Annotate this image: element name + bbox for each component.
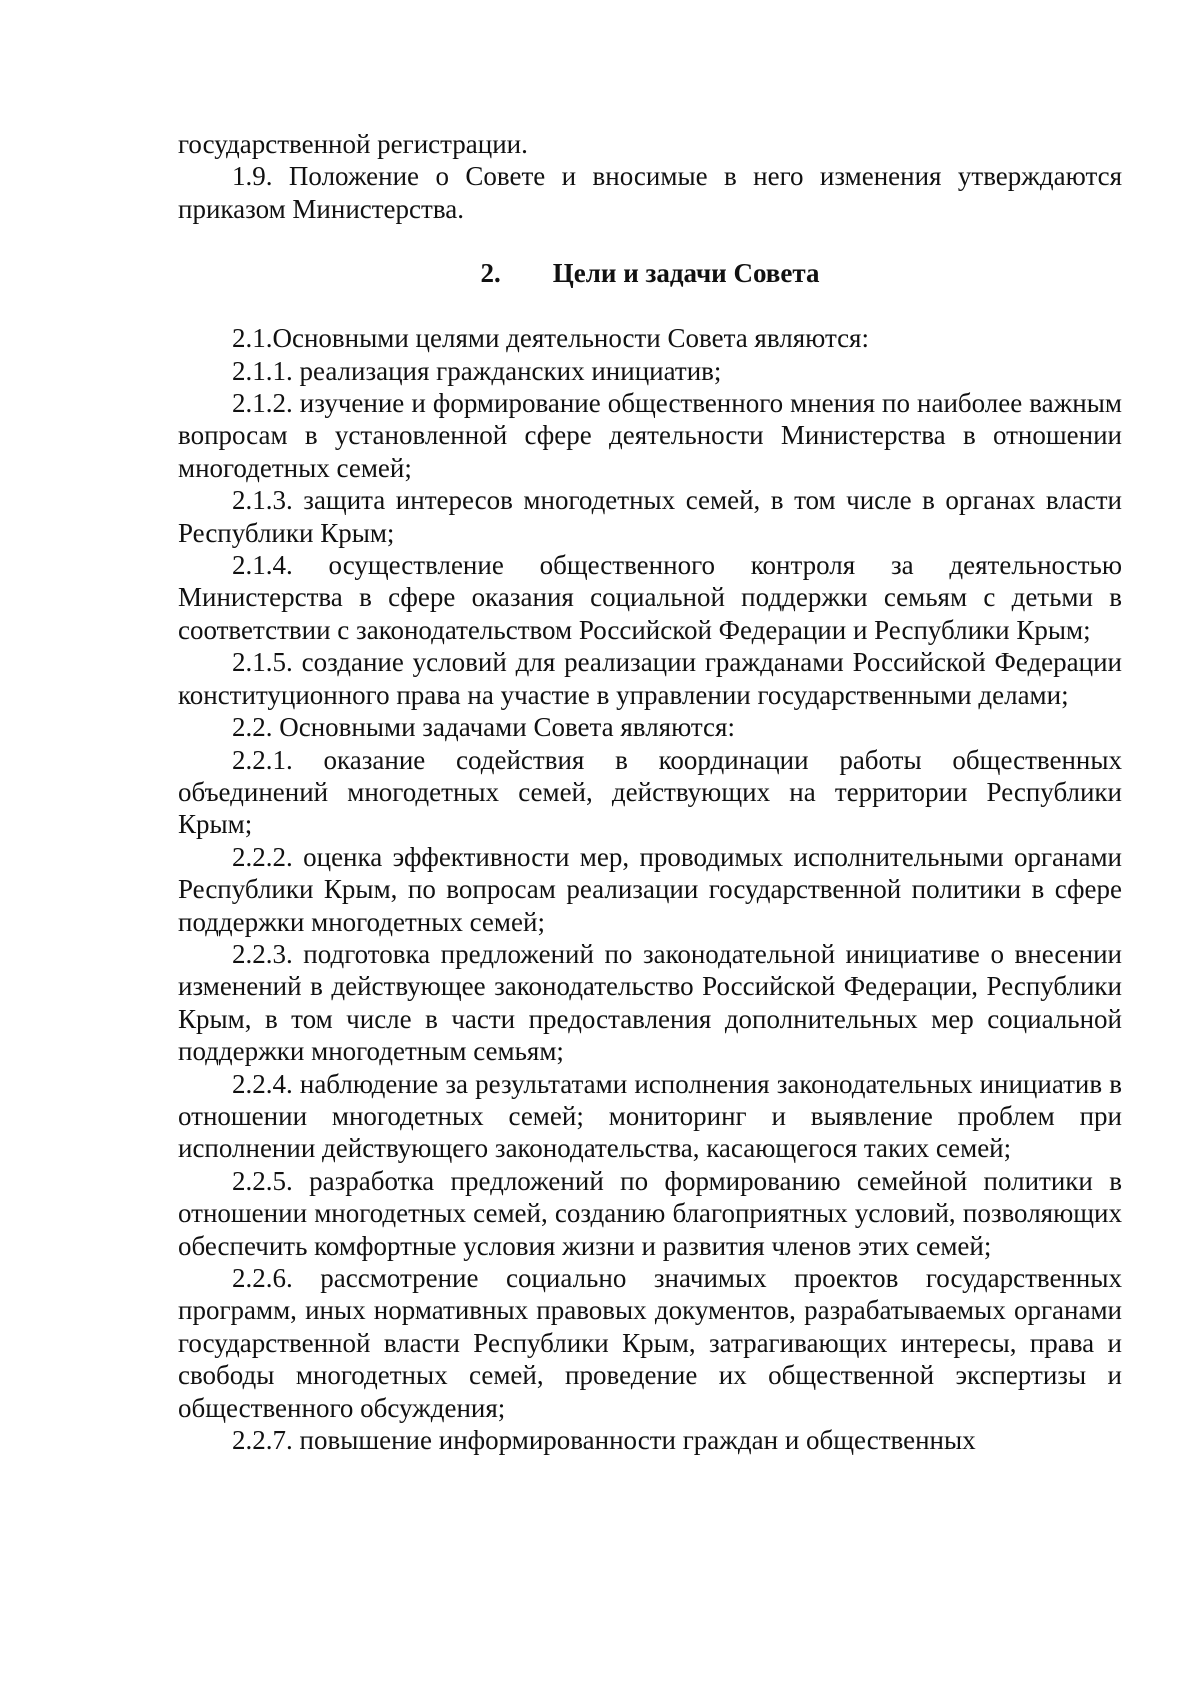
paragraph-2-2-5: 2.2.5. разработка предложений по формированию семейной политики в отношении многодетных семей, созданию благоприятных условий, позволяющих обеспечить комфортные условия жизни и развития членов этих семей; [178,1165,1122,1261]
paragraph-2-2-3: 2.2.3. подготовка предложений по законодательной инициативе о внесении изменений в действующее законодательство Российской Федерации, Республики Крым, в том числе в части предоставления дополнительных мер социальной поддержки многодетным семьям; [178,938,1122,1067]
paragraph-2-1-4: 2.1.4. осуществление общественного контроля за деятельностью Министерства в сфере оказания социальной поддержки семьям с детьми в соответствии с законодательством Российской Федерации и Республики Крым; [178,550,1122,645]
paragraph-2-1-5: 2.1.5. создание условий для реализации гражданами Российской Федерации конституционного права на участие в управлении государственными делами; [178,647,1122,710]
paragraph-continuation: государственной регистрации. [178,129,528,159]
paragraph-2-2-2: 2.2.2. оценка эффективности мер, проводимых исполнительными органами Республики Крым, по вопросам реализации государственной политики в сфере поддержки многодетных семей; [178,841,1122,937]
paragraph-2-2-1: 2.2.1. оказание содействия в координации работы общественных объединений многодетных семей, действующих на территории Республики Крым; [178,744,1122,840]
paragraph-2-1-3: 2.1.3. защита интересов многодетных семей, в том числе в органах власти Республики Крым; [178,485,1122,548]
paragraph-2-1-1: 2.1.1. реализация гражданских инициатив; [232,355,722,386]
paragraph-2-2: 2.2. Основными задачами Совета являются: [232,712,735,743]
section-number: 2. [480,258,501,289]
section-title: Цели и задачи Совета [552,258,820,289]
section-heading [178,257,1122,289]
paragraph-2-2-7: 2.2.7. повышение информированности граждан и общественных [232,1425,976,1456]
paragraph-2-2-4: 2.2.4. наблюдение за результатами исполнения законодательных инициатив в отношении многодетных семей; мониторинг и выявление проблем при исполнении действующего законодательства, касающегося таких семей; [178,1068,1122,1164]
document-text [178,128,1122,1456]
paragraph-2-2-6: 2.2.6. рассмотрение социально значимых проектов государственных программ, иных нормативных правовых документов, разрабатываемых органами государственной власти Республики Крым, затрагивающих интересы, права и свободы многодетных семей, проведение их общественной экспертизы и общественного обсуждения; [178,1263,1122,1423]
paragraph-1-9: 1.9. Положение о Совете и вносимые в него изменения утверждаются приказом Министерства. [178,161,1122,224]
paragraph-2-1: 2.1.Основными целями деятельности Совета являются: [232,323,869,354]
paragraph-2-1-2: 2.1.2. изучение и формирование общественного мнения по наиболее важным вопросам в установленной сфере деятельности Министерства в отношении многодетных семей; [178,388,1122,483]
